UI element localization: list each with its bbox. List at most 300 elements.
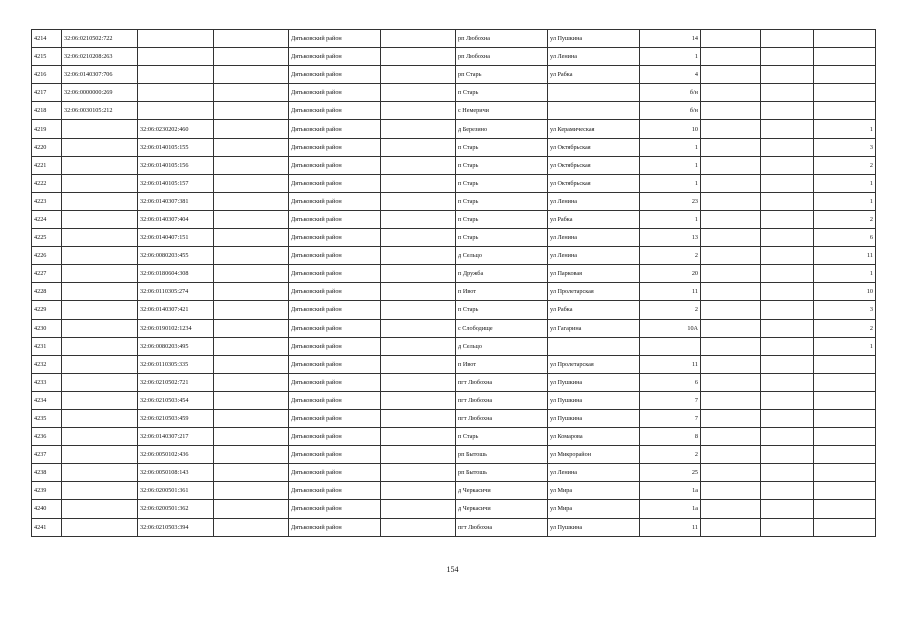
empty-cell <box>701 247 761 265</box>
empty-cell <box>701 192 761 210</box>
empty-cell <box>214 355 289 373</box>
cadastral-number-1 <box>62 265 138 283</box>
registry-table <box>31 29 876 537</box>
district-cell: Дятьковский район <box>289 355 381 373</box>
table-row <box>32 265 876 283</box>
empty-cell <box>381 30 456 48</box>
empty-cell <box>761 464 814 482</box>
quantity-cell: 2 <box>814 156 876 174</box>
table-body <box>32 30 876 537</box>
empty-cell <box>701 48 761 66</box>
empty-cell <box>701 500 761 518</box>
row-number: 4225 <box>32 229 62 247</box>
house-number-cell: 11 <box>640 355 701 373</box>
cadastral-number-2: 32:06:0210503:459 <box>138 409 214 427</box>
table-row <box>32 500 876 518</box>
empty-cell <box>214 319 289 337</box>
cadastral-number-2: 32:06:0200501:362 <box>138 500 214 518</box>
settlement-cell: рп Любохна <box>456 30 548 48</box>
empty-cell <box>701 428 761 446</box>
cadastral-number-1: 32:06:0000000:269 <box>62 84 138 102</box>
cadastral-number-2: 32:06:0180604:308 <box>138 265 214 283</box>
page-number: 154 <box>446 565 459 574</box>
empty-cell <box>381 391 456 409</box>
district-cell: Дятьковский район <box>289 192 381 210</box>
house-number-cell: 1 <box>640 48 701 66</box>
cadastral-number-2: 32:06:0140307:381 <box>138 192 214 210</box>
empty-cell <box>381 409 456 427</box>
cadastral-number-2 <box>138 102 214 120</box>
street-cell: ул Пушкина <box>548 30 640 48</box>
empty-cell <box>381 500 456 518</box>
quantity-cell: 1 <box>814 265 876 283</box>
house-number-cell: 14 <box>640 30 701 48</box>
empty-cell <box>761 156 814 174</box>
empty-cell <box>761 355 814 373</box>
street-cell: ул Пушкина <box>548 409 640 427</box>
empty-cell <box>381 518 456 536</box>
street-cell: ул Комарова <box>548 428 640 446</box>
row-number: 4233 <box>32 373 62 391</box>
district-cell: Дятьковский район <box>289 464 381 482</box>
settlement-cell: рп Любохна <box>456 48 548 66</box>
cadastral-number-1 <box>62 446 138 464</box>
street-cell: ул Рабка <box>548 66 640 84</box>
empty-cell <box>761 428 814 446</box>
quantity-cell <box>814 428 876 446</box>
empty-cell <box>214 283 289 301</box>
row-number: 4232 <box>32 355 62 373</box>
empty-cell <box>701 482 761 500</box>
empty-cell <box>381 464 456 482</box>
district-cell: Дятьковский район <box>289 428 381 446</box>
empty-cell <box>214 500 289 518</box>
empty-cell <box>214 156 289 174</box>
empty-cell <box>214 138 289 156</box>
table-row <box>32 247 876 265</box>
settlement-cell: д Черкасичи <box>456 482 548 500</box>
quantity-cell <box>814 66 876 84</box>
quantity-cell <box>814 30 876 48</box>
table-row <box>32 66 876 84</box>
district-cell: Дятьковский район <box>289 84 381 102</box>
empty-cell <box>761 409 814 427</box>
quantity-cell <box>814 102 876 120</box>
empty-cell <box>761 102 814 120</box>
row-number: 4215 <box>32 48 62 66</box>
empty-cell <box>701 102 761 120</box>
empty-cell <box>214 229 289 247</box>
cadastral-number-1 <box>62 500 138 518</box>
table-row <box>32 482 876 500</box>
empty-cell <box>701 66 761 84</box>
cadastral-number-2: 32:06:0080203:495 <box>138 337 214 355</box>
cadastral-number-2: 32:06:0140105:155 <box>138 138 214 156</box>
cadastral-number-2: 32:06:0230202:460 <box>138 120 214 138</box>
empty-cell <box>381 373 456 391</box>
street-cell: ул Мира <box>548 482 640 500</box>
empty-cell <box>214 247 289 265</box>
empty-cell <box>701 283 761 301</box>
empty-cell <box>381 84 456 102</box>
empty-cell <box>761 301 814 319</box>
cadastral-number-1 <box>62 409 138 427</box>
house-number-cell: 1а <box>640 500 701 518</box>
empty-cell <box>701 156 761 174</box>
cadastral-number-1 <box>62 247 138 265</box>
empty-cell <box>381 229 456 247</box>
table-row <box>32 518 876 536</box>
district-cell: Дятьковский район <box>289 518 381 536</box>
house-number-cell: 11 <box>640 518 701 536</box>
empty-cell <box>761 84 814 102</box>
settlement-cell: п Старь <box>456 192 548 210</box>
district-cell: Дятьковский район <box>289 102 381 120</box>
empty-cell <box>701 301 761 319</box>
settlement-cell: с Немеричи <box>456 102 548 120</box>
cadastral-number-2 <box>138 84 214 102</box>
empty-cell <box>701 337 761 355</box>
settlement-cell: пгт Любохна <box>456 391 548 409</box>
quantity-cell <box>814 48 876 66</box>
quantity-cell <box>814 373 876 391</box>
table-row <box>32 373 876 391</box>
empty-cell <box>701 373 761 391</box>
empty-cell <box>381 319 456 337</box>
house-number-cell: 7 <box>640 391 701 409</box>
quantity-cell <box>814 464 876 482</box>
empty-cell <box>214 301 289 319</box>
quantity-cell: 2 <box>814 210 876 228</box>
empty-cell <box>761 48 814 66</box>
empty-cell <box>381 355 456 373</box>
cadastral-number-2: 32:06:0050108:143 <box>138 464 214 482</box>
empty-cell <box>701 446 761 464</box>
house-number-cell: 1 <box>640 138 701 156</box>
row-number: 4223 <box>32 192 62 210</box>
cadastral-number-2: 32:06:0110305:335 <box>138 355 214 373</box>
quantity-cell <box>814 409 876 427</box>
empty-cell <box>761 210 814 228</box>
empty-cell <box>761 391 814 409</box>
row-number: 4239 <box>32 482 62 500</box>
empty-cell <box>214 464 289 482</box>
table-row <box>32 174 876 192</box>
house-number-cell: 6 <box>640 373 701 391</box>
table-row <box>32 283 876 301</box>
table-row <box>32 355 876 373</box>
empty-cell <box>761 30 814 48</box>
house-number-cell: 8 <box>640 428 701 446</box>
house-number-cell: 4 <box>640 66 701 84</box>
district-cell: Дятьковский район <box>289 265 381 283</box>
district-cell: Дятьковский район <box>289 446 381 464</box>
empty-cell <box>761 174 814 192</box>
empty-cell <box>761 373 814 391</box>
table-row <box>32 446 876 464</box>
table-row <box>32 464 876 482</box>
table-row <box>32 428 876 446</box>
cadastral-number-1: 32:06:0030105:212 <box>62 102 138 120</box>
cadastral-number-2: 32:06:0140307:421 <box>138 301 214 319</box>
cadastral-number-1 <box>62 229 138 247</box>
empty-cell <box>701 174 761 192</box>
empty-cell <box>701 30 761 48</box>
empty-cell <box>214 192 289 210</box>
settlement-cell: д Березино <box>456 120 548 138</box>
settlement-cell: пгт Любохна <box>456 518 548 536</box>
district-cell: Дятьковский район <box>289 48 381 66</box>
district-cell: Дятьковский район <box>289 391 381 409</box>
table-row <box>32 84 876 102</box>
row-number: 4226 <box>32 247 62 265</box>
empty-cell <box>381 446 456 464</box>
street-cell: ул Ленина <box>548 48 640 66</box>
district-cell: Дятьковский район <box>289 319 381 337</box>
street-cell: ул Гагарина <box>548 319 640 337</box>
cadastral-number-1 <box>62 210 138 228</box>
table-row <box>32 301 876 319</box>
cadastral-number-2: 32:06:0210502:721 <box>138 373 214 391</box>
cadastral-number-2: 32:06:0190102:1234 <box>138 319 214 337</box>
house-number-cell: 1а <box>640 482 701 500</box>
district-cell: Дятьковский район <box>289 156 381 174</box>
street-cell <box>548 84 640 102</box>
empty-cell <box>381 138 456 156</box>
empty-cell <box>214 174 289 192</box>
empty-cell <box>761 120 814 138</box>
quantity-cell <box>814 482 876 500</box>
cadastral-number-1 <box>62 156 138 174</box>
settlement-cell: д Сельцо <box>456 337 548 355</box>
street-cell: ул Ленина <box>548 464 640 482</box>
settlement-cell: рп Бытошь <box>456 446 548 464</box>
row-number: 4240 <box>32 500 62 518</box>
house-number-cell: 10 <box>640 120 701 138</box>
empty-cell <box>214 409 289 427</box>
cadastral-number-2: 32:06:0080203:455 <box>138 247 214 265</box>
cadastral-number-2: 32:06:0050102:436 <box>138 446 214 464</box>
table-row <box>32 229 876 247</box>
cadastral-number-2: 32:06:0140307:404 <box>138 210 214 228</box>
quantity-cell: 3 <box>814 138 876 156</box>
cadastral-number-1 <box>62 482 138 500</box>
table-row <box>32 30 876 48</box>
cadastral-number-2: 32:06:0210503:454 <box>138 391 214 409</box>
empty-cell <box>214 48 289 66</box>
district-cell: Дятьковский район <box>289 500 381 518</box>
row-number: 4216 <box>32 66 62 84</box>
settlement-cell: п Старь <box>456 138 548 156</box>
cadastral-number-1 <box>62 464 138 482</box>
street-cell: ул Ленина <box>548 247 640 265</box>
cadastral-number-1 <box>62 174 138 192</box>
quantity-cell <box>814 518 876 536</box>
row-number: 4231 <box>32 337 62 355</box>
settlement-cell: с Слободище <box>456 319 548 337</box>
empty-cell <box>701 120 761 138</box>
table-row <box>32 138 876 156</box>
cadastral-number-1 <box>62 283 138 301</box>
empty-cell <box>214 210 289 228</box>
house-number-cell <box>640 337 701 355</box>
empty-cell <box>381 265 456 283</box>
street-cell: ул Пролетарская <box>548 283 640 301</box>
row-number: 4234 <box>32 391 62 409</box>
settlement-cell: п Старь <box>456 210 548 228</box>
district-cell: Дятьковский район <box>289 66 381 84</box>
empty-cell <box>701 464 761 482</box>
empty-cell <box>761 229 814 247</box>
street-cell: ул Рабка <box>548 301 640 319</box>
settlement-cell: д Черкасичи <box>456 500 548 518</box>
empty-cell <box>381 174 456 192</box>
settlement-cell: п Дружба <box>456 265 548 283</box>
cadastral-number-1 <box>62 391 138 409</box>
row-number: 4236 <box>32 428 62 446</box>
house-number-cell: 11 <box>640 283 701 301</box>
table-row <box>32 156 876 174</box>
empty-cell <box>761 500 814 518</box>
house-number-cell: б/н <box>640 102 701 120</box>
settlement-cell: пгт Любохна <box>456 409 548 427</box>
empty-cell <box>214 428 289 446</box>
street-cell: ул Парковая <box>548 265 640 283</box>
house-number-cell: 2 <box>640 247 701 265</box>
empty-cell <box>214 518 289 536</box>
settlement-cell: п Старь <box>456 229 548 247</box>
empty-cell <box>214 265 289 283</box>
empty-cell <box>761 138 814 156</box>
empty-cell <box>701 229 761 247</box>
quantity-cell <box>814 84 876 102</box>
empty-cell <box>381 210 456 228</box>
district-cell: Дятьковский район <box>289 373 381 391</box>
district-cell: Дятьковский район <box>289 120 381 138</box>
house-number-cell: 1 <box>640 156 701 174</box>
table-row <box>32 409 876 427</box>
street-cell: ул Октябрьская <box>548 174 640 192</box>
house-number-cell: 13 <box>640 229 701 247</box>
row-number: 4217 <box>32 84 62 102</box>
quantity-cell: 1 <box>814 120 876 138</box>
cadastral-number-1 <box>62 120 138 138</box>
house-number-cell: 1 <box>640 174 701 192</box>
district-cell: Дятьковский район <box>289 229 381 247</box>
row-number: 4214 <box>32 30 62 48</box>
district-cell: Дятьковский район <box>289 482 381 500</box>
cadastral-number-1 <box>62 337 138 355</box>
row-number: 4235 <box>32 409 62 427</box>
empty-cell <box>214 30 289 48</box>
row-number: 4220 <box>32 138 62 156</box>
settlement-cell: д Сельцо <box>456 247 548 265</box>
empty-cell <box>761 283 814 301</box>
street-cell: ул Мира <box>548 500 640 518</box>
row-number: 4238 <box>32 464 62 482</box>
empty-cell <box>381 283 456 301</box>
cadastral-number-2: 32:06:0140105:157 <box>138 174 214 192</box>
empty-cell <box>214 337 289 355</box>
street-cell: ул Ленина <box>548 192 640 210</box>
cadastral-number-2: 32:06:0110305:274 <box>138 283 214 301</box>
quantity-cell: 11 <box>814 247 876 265</box>
quantity-cell: 1 <box>814 174 876 192</box>
cadastral-number-2: 32:06:0210503:394 <box>138 518 214 536</box>
district-cell: Дятьковский район <box>289 337 381 355</box>
empty-cell <box>761 446 814 464</box>
street-cell <box>548 102 640 120</box>
cadastral-number-1 <box>62 355 138 373</box>
empty-cell <box>381 66 456 84</box>
quantity-cell <box>814 446 876 464</box>
district-cell: Дятьковский район <box>289 409 381 427</box>
cadastral-number-2: 32:06:0140407:151 <box>138 229 214 247</box>
settlement-cell: п Ивот <box>456 355 548 373</box>
settlement-cell: п Старь <box>456 174 548 192</box>
empty-cell <box>701 319 761 337</box>
cadastral-number-1 <box>62 373 138 391</box>
settlement-cell: п Старь <box>456 156 548 174</box>
empty-cell <box>701 210 761 228</box>
house-number-cell: 23 <box>640 192 701 210</box>
table-row <box>32 210 876 228</box>
cadastral-number-1: 32:06:0140307:706 <box>62 66 138 84</box>
quantity-cell: 3 <box>814 301 876 319</box>
cadastral-number-1: 32:06:0210208:263 <box>62 48 138 66</box>
quantity-cell: 2 <box>814 319 876 337</box>
house-number-cell: 20 <box>640 265 701 283</box>
row-number: 4229 <box>32 301 62 319</box>
street-cell: ул Рабка <box>548 210 640 228</box>
district-cell: Дятьковский район <box>289 247 381 265</box>
cadastral-number-2 <box>138 48 214 66</box>
street-cell: ул Пушкина <box>548 373 640 391</box>
empty-cell <box>701 138 761 156</box>
row-number: 4224 <box>32 210 62 228</box>
settlement-cell: п Старь <box>456 301 548 319</box>
empty-cell <box>381 301 456 319</box>
cadastral-number-1 <box>62 428 138 446</box>
cadastral-number-1 <box>62 319 138 337</box>
empty-cell <box>701 391 761 409</box>
empty-cell <box>381 482 456 500</box>
empty-cell <box>214 373 289 391</box>
empty-cell <box>214 391 289 409</box>
row-number: 4219 <box>32 120 62 138</box>
empty-cell <box>701 355 761 373</box>
empty-cell <box>214 482 289 500</box>
row-number: 4221 <box>32 156 62 174</box>
empty-cell <box>701 518 761 536</box>
quantity-cell <box>814 355 876 373</box>
quantity-cell <box>814 391 876 409</box>
district-cell: Дятьковский район <box>289 210 381 228</box>
cadastral-number-1 <box>62 518 138 536</box>
settlement-cell: рп Старь <box>456 66 548 84</box>
empty-cell <box>381 337 456 355</box>
quantity-cell: 1 <box>814 337 876 355</box>
table-row <box>32 337 876 355</box>
settlement-cell: п Ивот <box>456 283 548 301</box>
empty-cell <box>761 66 814 84</box>
empty-cell <box>381 120 456 138</box>
empty-cell <box>761 265 814 283</box>
street-cell: ул Пролетарская <box>548 355 640 373</box>
cadastral-number-1: 32:06:0210502:722 <box>62 30 138 48</box>
empty-cell <box>761 482 814 500</box>
table-row <box>32 391 876 409</box>
